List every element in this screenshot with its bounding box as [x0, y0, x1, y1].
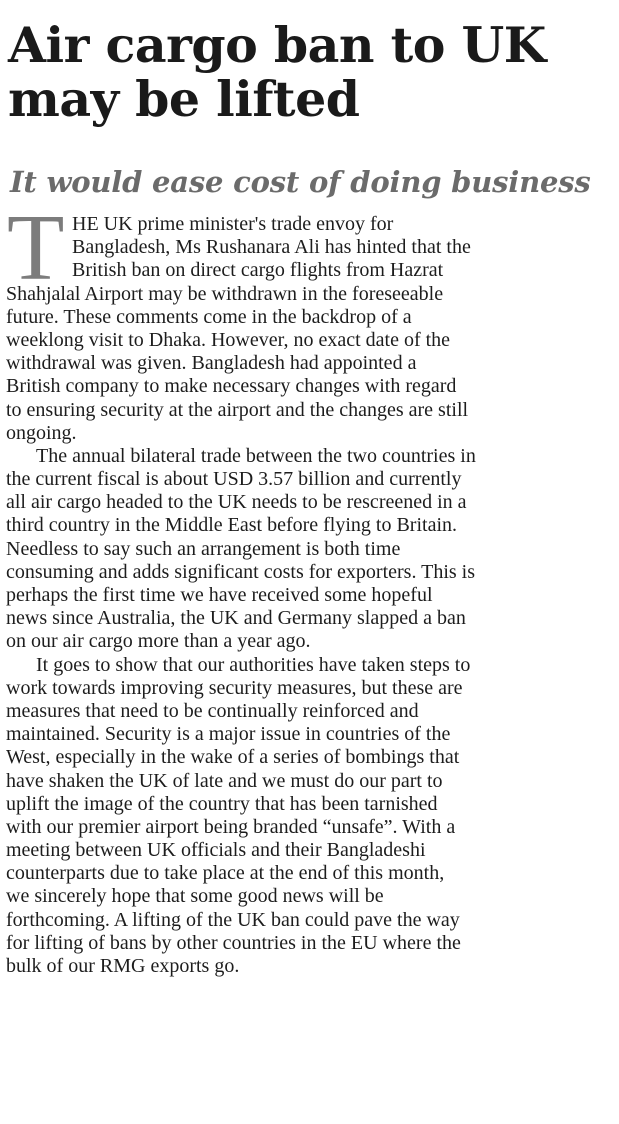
- body-line: to ensuring security at the airport and the changes are still: [6, 398, 469, 421]
- body-line: third country in the Middle East before flying to Britain.: [6, 514, 458, 537]
- body-line: Shahjalal Airport may be withdrawn in the foreseeable: [6, 282, 444, 305]
- body-line: measures that need to be continually reinforced and: [6, 699, 419, 722]
- body-line: British ban on direct cargo flights from Hazrat: [72, 259, 444, 282]
- body-line: withdrawal was given. Bangladesh had appointed a: [6, 352, 417, 375]
- body-line: HE UK prime minister's trade envoy for: [72, 213, 394, 235]
- body-line: forthcoming. A lifting of the UK ban could pave the way: [6, 908, 460, 931]
- body-line: have shaken the UK of late and we must do our part to: [6, 769, 443, 792]
- article-body: [6, 213, 611, 978]
- body-line: counterparts due to take place at the end of this month,: [6, 862, 445, 885]
- body-line: Bangladesh, Ms Rushanara Ali has hinted that the: [72, 236, 471, 259]
- body-line: West, especially in the wake of a series of bombings that: [6, 746, 460, 769]
- body-line: uplift the image of the country that has been tarnished: [6, 792, 438, 815]
- body-line: Needless to say such an arrangement is both time: [6, 537, 401, 560]
- paragraph-1: [6, 213, 611, 445]
- body-line: the current fiscal is about USD 3.57 billion and currently: [6, 468, 462, 491]
- headline-line-1: Air cargo ban to UK: [8, 16, 546, 74]
- body-line: future. These comments come in the backdrop of a: [6, 305, 412, 328]
- drop-cap: T: [7, 196, 65, 300]
- body-line: on our air cargo more than a year ago.: [6, 630, 311, 653]
- paragraph-2: [6, 445, 611, 654]
- body-line: consuming and adds significant costs for exporters. This is: [6, 560, 476, 583]
- subheadline: It would ease cost of doing business: [10, 165, 591, 199]
- body-line: weeklong visit to Dhaka. However, no exact date of the: [6, 328, 451, 351]
- body-line: all air cargo headed to the UK needs to be rescreened in a: [6, 491, 467, 514]
- body-line: for lifting of bans by other countries in the EU where the: [6, 931, 461, 954]
- headline: [8, 18, 546, 126]
- paragraph-3: [6, 654, 611, 979]
- body-line: It goes to show that our authorities have taken steps to: [36, 653, 471, 676]
- body-line: bulk of our RMG exports go.: [6, 955, 240, 977]
- body-line: we sincerely hope that some good news will be: [6, 885, 384, 908]
- body-line: maintained. Security is a major issue in countries of the: [6, 723, 451, 746]
- body-line: meeting between UK officials and their Bangladeshi: [6, 839, 426, 862]
- body-line: The annual bilateral trade between the two countries in: [36, 444, 476, 467]
- headline-line-2: may be lifted: [8, 70, 360, 128]
- body-line: news since Australia, the UK and Germany slapped a ban: [6, 607, 466, 630]
- body-line: ongoing.: [6, 421, 77, 444]
- body-line: work towards improving security measures, but these are: [6, 676, 463, 699]
- body-line: perhaps the first time we have received some hopeful: [6, 584, 433, 606]
- body-line: British company to make necessary changes with regard: [6, 375, 457, 398]
- body-line: with our premier airport being branded “unsafe”. With a: [6, 815, 456, 838]
